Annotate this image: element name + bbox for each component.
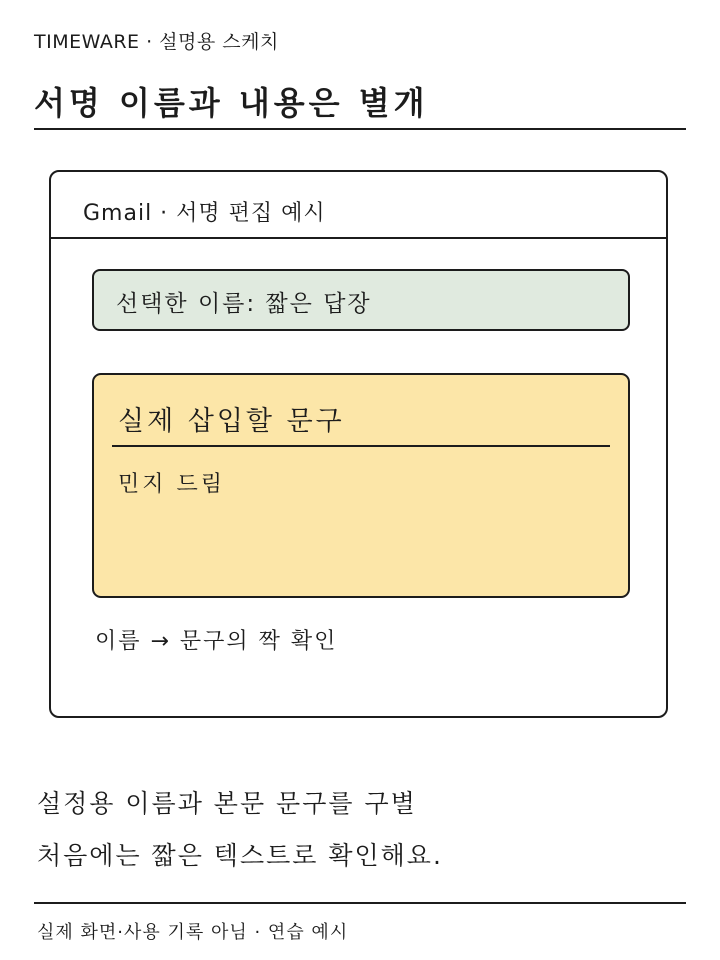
- caption-line-2: 처음에는 짧은 텍스트로 확인해요.: [37, 841, 443, 870]
- top-divider: [34, 128, 686, 130]
- signature-content-title: 실제 삽입할 문구: [118, 406, 345, 437]
- brand-label: TIMEWARE · 설명용 스케치: [34, 31, 279, 53]
- window-title-divider: [51, 237, 666, 239]
- signature-content-box[interactable]: [92, 373, 630, 598]
- pair-check-note: 이름 → 문구의 짝 확인: [95, 629, 338, 654]
- selected-signature-name-label: 선택한 이름: 짧은 답장: [116, 291, 372, 317]
- window-title: Gmail · 서명 편집 예시: [83, 201, 326, 226]
- signature-editor-window: [49, 170, 668, 718]
- bottom-divider: [34, 902, 686, 904]
- signature-content-text[interactable]: 민지 드림: [118, 472, 226, 497]
- selected-signature-name[interactable]: [92, 269, 630, 331]
- caption-line-1: 설정용 이름과 본문 문구를 구별: [37, 789, 417, 818]
- footer-disclaimer: 실제 화면·사용 기록 아님 · 연습 예시: [37, 922, 349, 943]
- page-title: 서명 이름과 내용은 별개: [34, 84, 429, 122]
- signature-content-divider: [112, 445, 610, 447]
